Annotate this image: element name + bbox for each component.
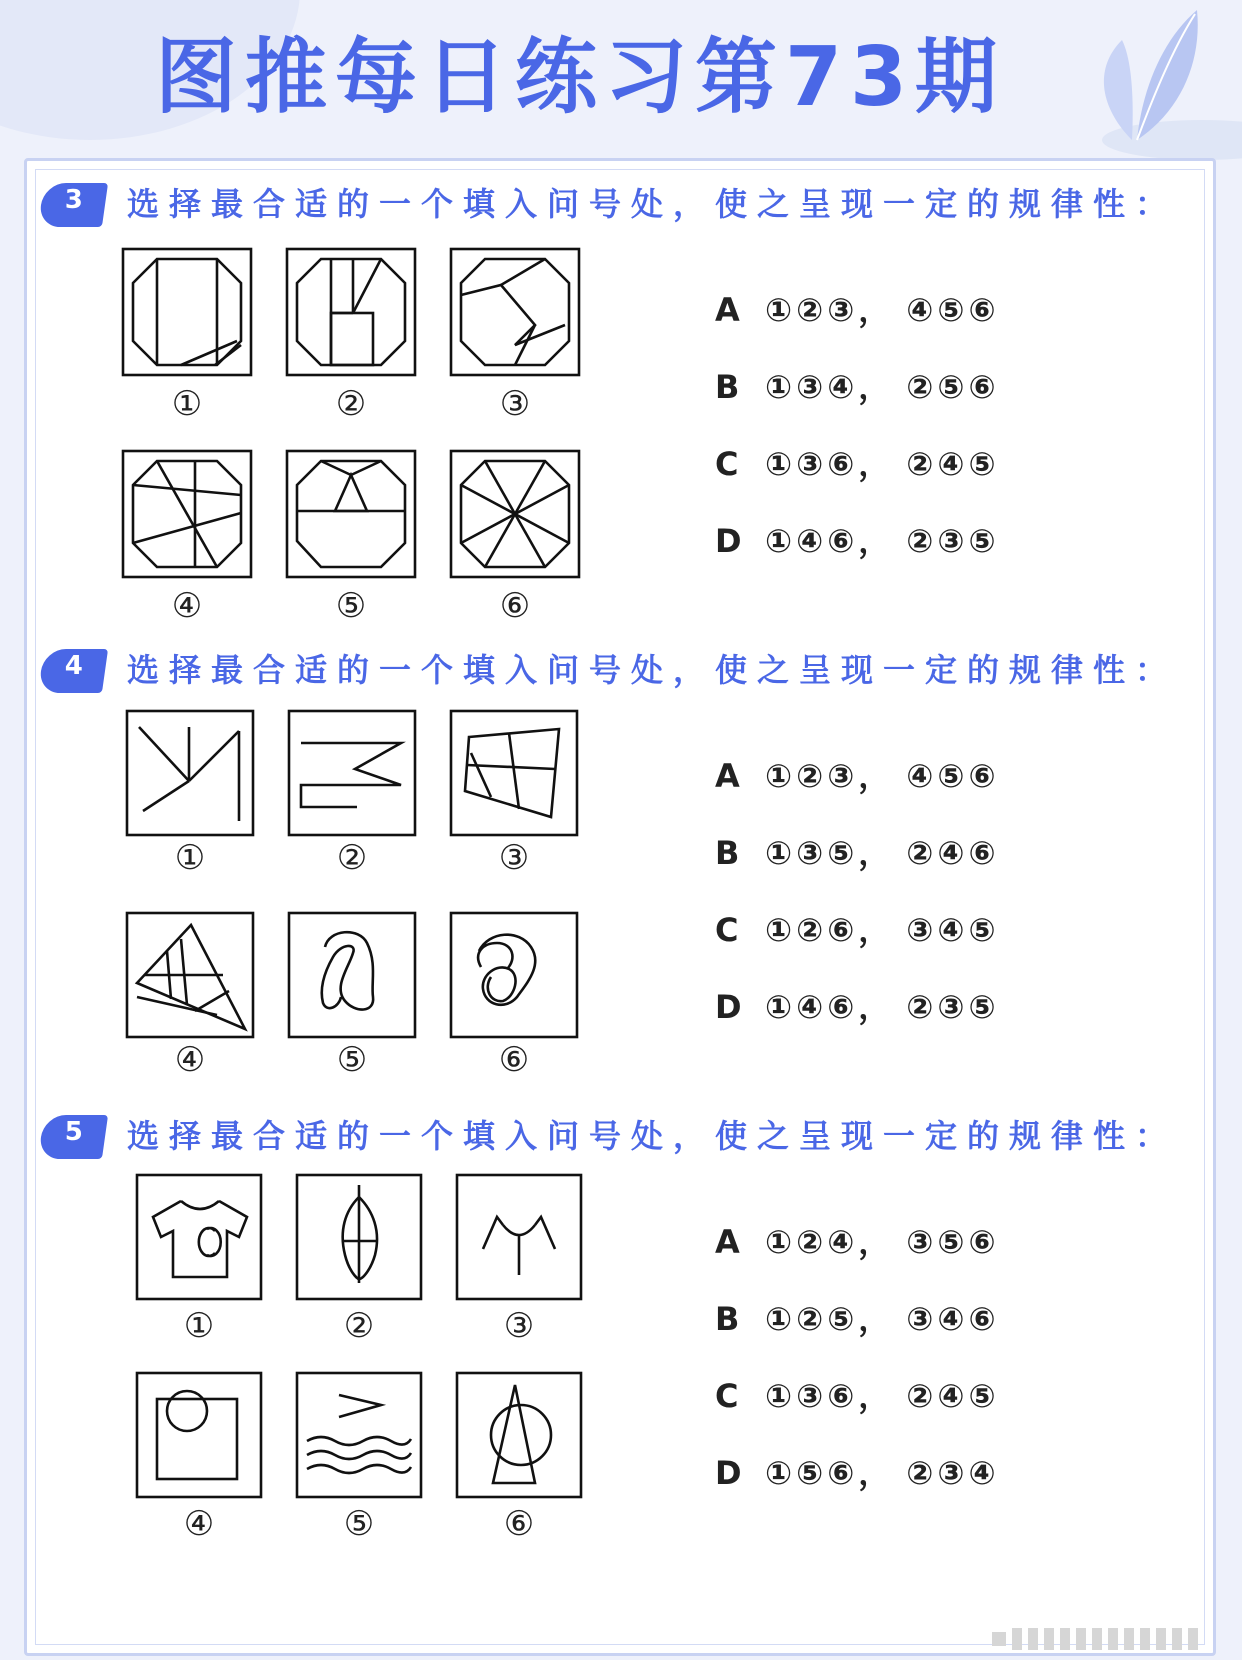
figure-5[interactable] <box>297 1373 421 1544</box>
figure-label: ④ <box>174 1040 206 1080</box>
watermark-icon <box>992 1624 1222 1654</box>
figure-3-arch[interactable] <box>457 1175 581 1346</box>
option-d[interactable]: D ①④⑥， ②③⑤ <box>715 522 1000 560</box>
figure-label: ② <box>336 838 368 878</box>
option-c[interactable]: C ①②⑥， ③④⑤ <box>715 911 1000 949</box>
figure-3[interactable] <box>451 249 579 424</box>
figure-6[interactable] <box>451 451 579 626</box>
figure-label: ④ <box>183 1504 215 1544</box>
question-number-badge: 4 <box>38 649 108 693</box>
figure-label: ③ <box>503 1306 535 1346</box>
option-d[interactable]: D ①⑤⑥， ②③④ <box>715 1454 1000 1492</box>
question-prompt: 选择最合适的一个填入问号处，使之呈现一定的规律性： <box>127 185 1178 223</box>
option-a[interactable]: A ①②④， ③⑤⑥ <box>715 1223 1000 1261</box>
option-b[interactable]: B ①③⑤， ②④⑥ <box>715 834 1000 872</box>
figure-1[interactable] <box>123 249 251 424</box>
option-b[interactable]: B ①②⑤， ③④⑥ <box>715 1300 1000 1338</box>
figure-label: ② <box>335 384 367 424</box>
figure-4[interactable] <box>127 913 253 1080</box>
figure-grid <box>131 1171 601 1553</box>
figure-label: ⑥ <box>503 1504 535 1544</box>
figure-label: ① <box>183 1306 215 1346</box>
question-prompt: 选择最合适的一个填入问号处，使之呈现一定的规律性： <box>127 651 1178 689</box>
figure-2[interactable] <box>287 249 415 424</box>
figure-grid <box>119 707 589 1087</box>
figure-label: ④ <box>171 586 203 626</box>
figure-grid <box>115 245 585 635</box>
figure-label: ① <box>171 384 203 424</box>
figure-label: ③ <box>499 384 531 424</box>
figure-6[interactable] <box>451 913 577 1080</box>
figure-label: ⑤ <box>336 1040 368 1080</box>
figure-4[interactable] <box>123 451 251 626</box>
figure-5[interactable] <box>289 913 415 1080</box>
figure-label: ⑥ <box>499 586 531 626</box>
figure-label: ③ <box>498 838 530 878</box>
question-number-badge: 3 <box>38 183 108 227</box>
question-header <box>41 1105 1211 1157</box>
figure-3[interactable] <box>451 711 577 878</box>
option-c[interactable]: C ①③⑥， ②④⑤ <box>715 1377 1000 1415</box>
page-title: 图推每日练习第73期 <box>154 30 1006 125</box>
figure-2-leaf[interactable] <box>297 1175 421 1346</box>
figure-5[interactable] <box>287 451 415 626</box>
figure-4[interactable] <box>137 1373 261 1544</box>
figure-label: ⑤ <box>335 586 367 626</box>
question-number-badge: 5 <box>38 1115 108 1159</box>
figure-1[interactable] <box>127 711 253 878</box>
question-header <box>41 639 1211 691</box>
option-a[interactable]: A ①②③， ④⑤⑥ <box>715 757 1000 795</box>
option-d[interactable]: D ①④⑥， ②③⑤ <box>715 988 1000 1026</box>
figure-2[interactable] <box>289 711 415 878</box>
option-b[interactable]: B ①③④， ②⑤⑥ <box>715 368 1000 406</box>
question-header <box>41 173 1211 225</box>
figure-label: ⑤ <box>343 1504 375 1544</box>
option-a[interactable]: A ①②③， ④⑤⑥ <box>715 291 1000 329</box>
question-card <box>24 158 1216 1656</box>
question-prompt: 选择最合适的一个填入问号处，使之呈现一定的规律性： <box>127 1117 1178 1155</box>
figure-label: ② <box>343 1306 375 1346</box>
option-c[interactable]: C ①③⑥， ②④⑤ <box>715 445 1000 483</box>
figure-label: ⑥ <box>498 1040 530 1080</box>
figure-6[interactable] <box>457 1373 581 1544</box>
figure-1-tshirt[interactable] <box>137 1175 261 1346</box>
figure-label: ① <box>174 838 206 878</box>
